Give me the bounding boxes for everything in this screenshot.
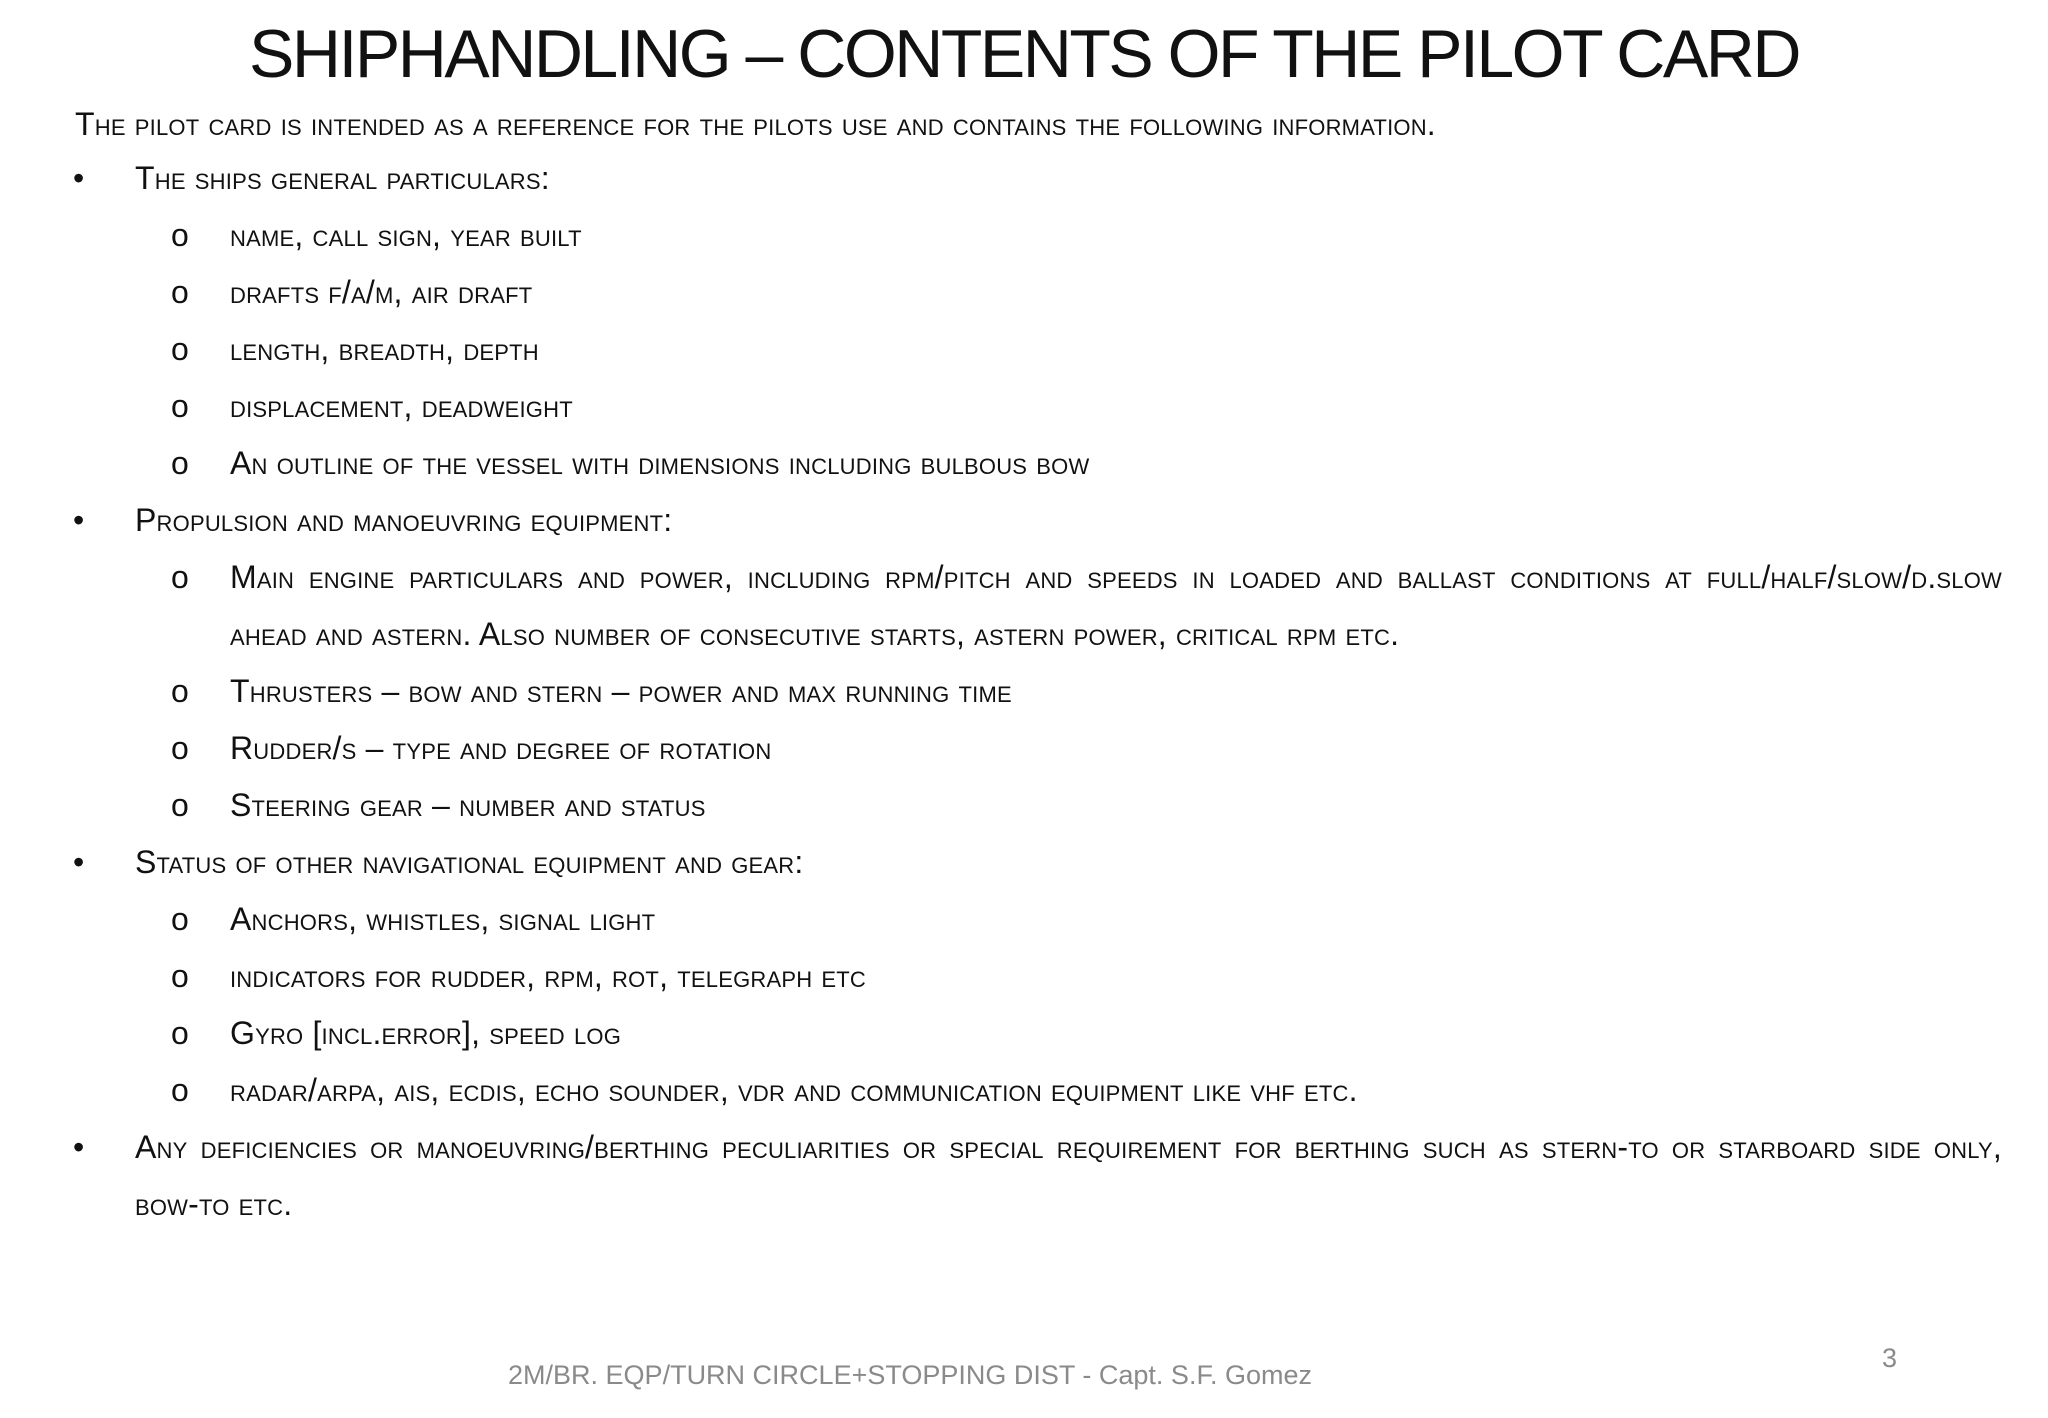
list-item — [0, 777, 2048, 834]
circle-bullet-icon: o — [171, 445, 189, 481]
circle-bullet-icon: o — [171, 901, 189, 937]
list-item-text: name, call sign, year built — [230, 217, 582, 253]
section-propulsion-equipment — [0, 492, 2048, 549]
list-item-text: Thrusters – bow and stern – power and max running time — [230, 673, 1012, 709]
slide-title: SHIPHANDLING – CONTENTS OF THE PILOT CARD — [249, 16, 1799, 92]
section-navigational-equipment — [0, 834, 2048, 891]
circle-bullet-icon: o — [171, 331, 189, 367]
bullet-icon: • — [73, 1129, 85, 1165]
list-item-text: Anchors, whistles, signal light — [230, 901, 656, 937]
list-item — [0, 549, 2048, 663]
list-item-text: radar/arpa, ais, ecdis, echo sounder, vdr and communication equipment like vhf etc. — [230, 1072, 1358, 1108]
section-heading: Status of other navigational equipment and gear: — [135, 844, 804, 880]
page-number: 3 — [1882, 1343, 1898, 1373]
circle-bullet-icon: o — [171, 388, 189, 424]
list-item — [0, 321, 2048, 378]
section-deficiencies — [0, 1119, 2048, 1233]
list-item-text: An outline of the vessel with dimensions including bulbous bow — [230, 445, 1090, 481]
list-item-text: displacement, deadweight — [230, 388, 573, 424]
intro-text: The pilot card is intended as a reference for the pilots use and contains the following information. — [75, 106, 1436, 142]
section-heading: The ships general particulars: — [135, 160, 550, 196]
list-item — [0, 720, 2048, 777]
bullet-icon: • — [73, 160, 85, 196]
list-item — [0, 378, 2048, 435]
bullet-icon: • — [73, 844, 85, 880]
slide-footer: 2M/BR. EQP/TURN CIRCLE+STOPPING DIST - Capt. S.F. Gomez — [508, 1360, 1312, 1390]
section-general-particulars — [0, 150, 2048, 207]
circle-bullet-icon: o — [171, 559, 189, 595]
list-item — [0, 948, 2048, 1005]
circle-bullet-icon: o — [171, 730, 189, 766]
list-item — [0, 663, 2048, 720]
circle-bullet-icon: o — [171, 673, 189, 709]
list-item-text: drafts f/a/m, air draft — [230, 274, 533, 310]
list-item — [0, 435, 2048, 492]
list-item-text: Gyro [incl.error], speed log — [230, 1015, 622, 1051]
circle-bullet-icon: o — [171, 274, 189, 310]
list-item — [0, 264, 2048, 321]
section-heading: Propulsion and manoeuvring equipment: — [135, 502, 673, 538]
list-item — [0, 1005, 2048, 1062]
list-item-text: indicators for rudder, rpm, rot, telegraph etc — [230, 958, 866, 994]
list-item-text: Steering gear – number and status — [230, 787, 706, 823]
circle-bullet-icon: o — [171, 1072, 189, 1108]
list-item-text: Main engine particulars and power, including rpm/pitch and speeds in loaded and ballast conditions at full/half/slow/d.slow ahead and astern. Also number of consecutive starts, astern power, critical rpm etc. — [230, 559, 2002, 652]
section-heading: Any deficiencies or manoeuvring/berthing peculiarities or special requirement for berthing such as stern-to or starboard side only, bow-to etc. — [135, 1129, 2002, 1222]
list-item — [0, 207, 2048, 264]
list-item — [0, 1062, 2048, 1119]
bullet-icon: • — [73, 502, 85, 538]
pilot-card-contents-list — [0, 150, 2048, 1233]
list-item-text: Rudder/s – type and degree of rotation — [230, 730, 772, 766]
circle-bullet-icon: o — [171, 787, 189, 823]
list-item — [0, 891, 2048, 948]
circle-bullet-icon: o — [171, 217, 189, 253]
list-item-text: length, breadth, depth — [230, 331, 539, 367]
circle-bullet-icon: o — [171, 958, 189, 994]
circle-bullet-icon: o — [171, 1015, 189, 1051]
